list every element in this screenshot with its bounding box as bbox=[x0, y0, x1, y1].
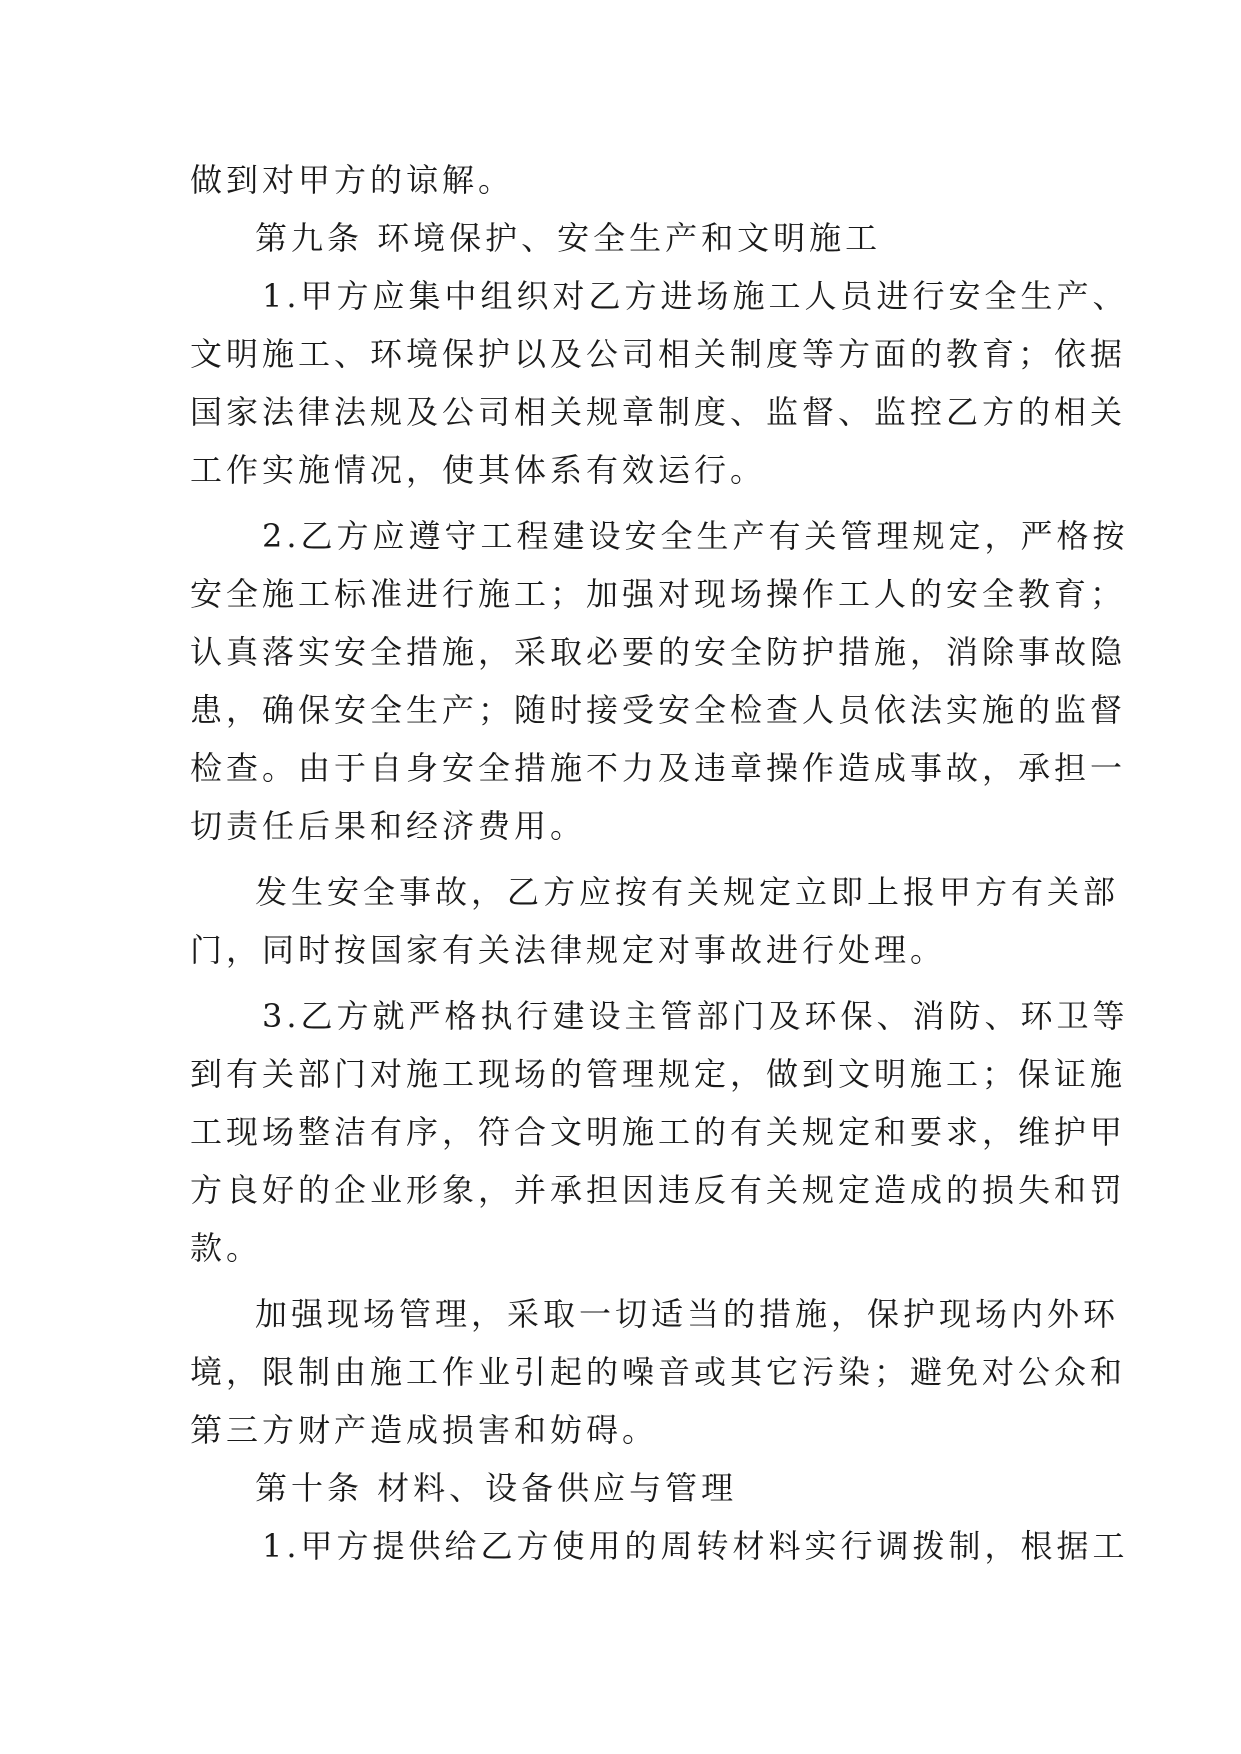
body-text-line: 文明施工、环境保护以及公司相关制度等方面的教育；依据 bbox=[190, 335, 1127, 373]
body-text-line: 境，限制由施工作业引起的噪音或其它污染；避免对公众和 bbox=[190, 1353, 1127, 1391]
body-text-line: 切责任后果和经济费用。 bbox=[190, 807, 587, 845]
section-heading-10: 第十条 材料、设备供应与管理 bbox=[255, 1469, 738, 1507]
body-text-line: 发生安全事故，乙方应按有关规定立即上报甲方有关部 bbox=[255, 873, 1120, 911]
body-text-line: 方良好的企业形象，并承担因违反有关规定造成的损失和罚 bbox=[190, 1171, 1127, 1209]
body-text-line: 工作实施情况，使其体系有效运行。 bbox=[190, 451, 767, 489]
body-text-line: 到有关部门对施工现场的管理规定，做到文明施工；保证施 bbox=[190, 1055, 1127, 1093]
body-text-line: 1.甲方提供给乙方使用的周转材料实行调拨制，根据工 bbox=[262, 1527, 1129, 1565]
body-text-line: 加强现场管理，采取一切适当的措施，保护现场内外环 bbox=[255, 1295, 1120, 1333]
body-text-line: 患，确保安全生产；随时接受安全检查人员依法实施的监督 bbox=[190, 691, 1127, 729]
body-text-line: 第三方财产造成损害和妨碍。 bbox=[190, 1411, 659, 1449]
body-text-line: 国家法律法规及公司相关规章制度、监督、监控乙方的相关 bbox=[190, 393, 1127, 431]
body-text-line: 认真落实安全措施，采取必要的安全防护措施，消除事故隐 bbox=[190, 633, 1127, 671]
body-text-line: 安全施工标准进行施工；加强对现场操作工人的安全教育； bbox=[190, 575, 1127, 613]
section-heading-9: 第九条 环境保护、安全生产和文明施工 bbox=[255, 219, 882, 257]
body-text-line: 工现场整洁有序，符合文明施工的有关规定和要求，维护甲 bbox=[190, 1113, 1127, 1151]
body-text-line: 3.乙方就严格执行建设主管部门及环保、消防、环卫等 bbox=[262, 997, 1129, 1035]
body-text-line: 款。 bbox=[190, 1229, 263, 1267]
body-text-line: 1.甲方应集中组织对乙方进场施工人员进行安全生产、 bbox=[262, 277, 1129, 315]
body-text-line: 门，同时按国家有关法律规定对事故进行处理。 bbox=[190, 931, 947, 969]
body-text-line: 检查。由于自身安全措施不力及违章操作造成事故，承担一 bbox=[190, 749, 1127, 787]
body-text-line: 做到对甲方的谅解。 bbox=[190, 161, 515, 199]
body-text-line: 2.乙方应遵守工程建设安全生产有关管理规定，严格按 bbox=[262, 517, 1129, 555]
